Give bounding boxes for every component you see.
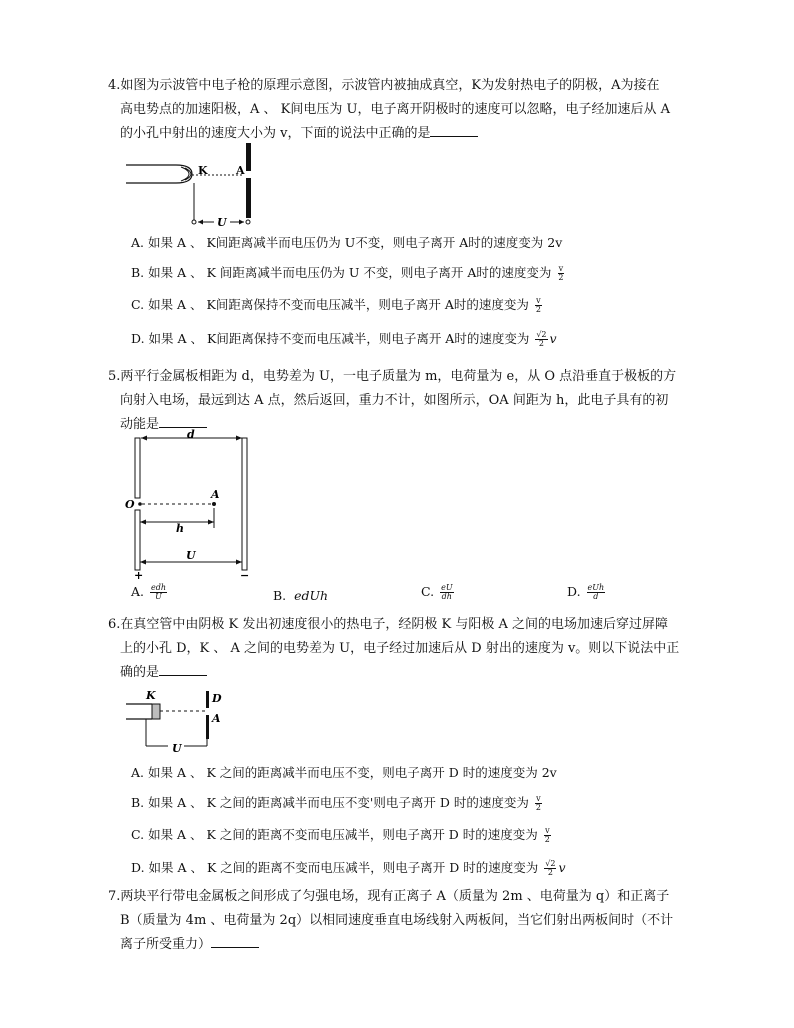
- q6-label-u: U: [172, 742, 182, 755]
- q7-line2: B（质量为 4m 、电荷量为 2q）以相同速度垂直电场线射入两板间，当它们射出两板间时（不计: [120, 913, 674, 928]
- fraction: $\frac{v}{2}$: [535, 794, 541, 812]
- fraction: $\frac{v}{2}$: [535, 296, 541, 314]
- q5-label-d: d: [187, 428, 195, 441]
- q5-line3: 动能是: [120, 412, 207, 438]
- q4-anode-plate-bottom: [246, 178, 251, 218]
- q5-option-a[interactable]: A. $\frac{\text{edh}}{U}$: [131, 583, 167, 601]
- q5-parallel-plates-figure: [124, 428, 264, 580]
- q7-number: 7.: [108, 889, 121, 904]
- q4-label-a: A: [236, 164, 245, 177]
- q5-point-o: [138, 502, 142, 506]
- q4-anode-plate-top: [246, 143, 251, 171]
- q6-line1: 6.在真空管中由阴极 K 发出初速度很小的热电子，经阴极 K 与阳极 A 之间的电场加速后穿过屏障: [108, 617, 669, 632]
- q6-line3: 确的是: [120, 660, 207, 686]
- q5-left-plate-top: [135, 438, 140, 498]
- q4-option-c[interactable]: C. 如果 A 、 K间距离保持不变而电压减半，则电子离开 A时的速度变为 $\frac{v}{2}$: [131, 296, 541, 314]
- q4-electron-gun-figure: [126, 140, 266, 230]
- q5-label-minus: −: [240, 569, 250, 580]
- q4-label-k: K: [198, 164, 208, 177]
- q4-option-d[interactable]: D. 如果 A 、 K间距离保持不变而电压减半，则电子离开 A时的速度变为 $\frac{√2}{2}$ v: [131, 330, 557, 348]
- q5-number: 5.: [108, 369, 121, 384]
- fraction: $\frac{v}{2}$: [544, 826, 550, 844]
- q6-vacuum-tube-figure: [126, 686, 236, 758]
- q4-cathode-cap: [176, 165, 192, 183]
- q4-line2: 高电势点的加速阳极，A 、 K间电压为 U，电子离开阴极时的速度可以忽略，电子经加速后从 A: [120, 102, 670, 117]
- q4-line3: 的小孔中射出的速度大小为 v，下面的说法中正确的是: [120, 121, 478, 147]
- q6-option-b[interactable]: B. 如果 A 、 K 之间的距离减半而电压不变'则电子离开 D 时的速度变为 $\frac{v}{2}$: [131, 794, 541, 812]
- q4-option-a[interactable]: A. 如果 A 、 K间距离减半而电压仍为 U不变，则电子离开 A时的速度变为 2v: [131, 235, 563, 250]
- q5-label-h: h: [176, 522, 184, 535]
- q5-point-a: [212, 502, 216, 506]
- fraction: $\frac{\text{eUh}}{d}$: [587, 583, 605, 601]
- q5-left-plate-bottom: [135, 510, 140, 570]
- q5-line2: 向射入电场，最远到达 A 点，然后返回，重力不计，如图所示，OA 间距为 h，此电子具有的初: [120, 393, 669, 408]
- q5-line1: 5.两平行金属板相距为 d，电势差为 U，一电子质量为 m，电荷量为 e，从 O 点沿垂直于极板的方: [108, 369, 677, 384]
- answer-blank[interactable]: [430, 122, 478, 137]
- q4-number: 4.: [108, 78, 121, 93]
- fraction: $\frac{eU}{dh}$: [441, 583, 453, 601]
- q6-barrier-bottom: [206, 715, 209, 739]
- q6-label-d: D: [212, 692, 222, 705]
- q4-option-b[interactable]: B. 如果 A 、 K 间距离减半而电压仍为 U 不变，则电子离开 A时的速度变为 $\frac{v}{2}$: [131, 264, 564, 282]
- fraction: $\frac{\text{edh}}{U}$: [151, 583, 167, 601]
- answer-blank[interactable]: [159, 413, 207, 428]
- fraction: $\frac{√2}{2}$: [536, 330, 547, 348]
- q5-option-b[interactable]: B. edUh: [273, 588, 329, 603]
- q5-label-plus: +: [134, 569, 144, 580]
- q7-line3: 离子所受重力）: [120, 932, 259, 958]
- answer-blank[interactable]: [211, 933, 259, 948]
- q6-label-k: K: [146, 689, 156, 702]
- q6-line2: 上的小孔 D，K 、 A 之间的电势差为 U，电子经过加速后从 D 射出的速度为 v。则以下说法中正: [120, 641, 680, 656]
- q6-option-d[interactable]: D. 如果 A 、 K 之间的距离不变而电压减半，则电子离开 D 时的速度变为 $\frac{√2}{2}$ v: [131, 859, 566, 877]
- q5-option-d[interactable]: D. $\frac{\text{eUh}}{d}$: [567, 583, 605, 601]
- answer-blank[interactable]: [159, 661, 207, 676]
- q4-label-u: U: [217, 216, 227, 229]
- fraction: $\frac{√2}{2}$: [545, 859, 556, 877]
- q4-line1: 4.如图为示波管中电子枪的原理示意图，示波管内被抽成真空，K为发射热电子的阴极，A为接在: [108, 78, 660, 93]
- q6-cathode: [152, 704, 160, 719]
- q5-label-u: U: [186, 549, 196, 562]
- q5-label-a: A: [211, 488, 220, 501]
- q5-label-o: O: [125, 498, 135, 511]
- q6-label-a: A: [212, 712, 221, 725]
- q5-option-c[interactable]: C. $\frac{eU}{dh}$: [421, 583, 453, 601]
- q6-number: 6.: [108, 617, 121, 632]
- q7-line1: 7.两块平行带电金属板之间形成了匀强电场，现有正离子 A（质量为 2m 、电荷量为 q）和正离子: [108, 889, 670, 904]
- q6-barrier-top: [206, 691, 209, 708]
- q6-option-c[interactable]: C. 如果 A 、 K 之间的距离不变而电压减半，则电子离开 D 时的速度变为 $\frac{v}{2}$: [131, 826, 550, 844]
- q5-right-plate: [242, 438, 247, 570]
- fraction: $\frac{v}{2}$: [558, 264, 564, 282]
- q6-option-a[interactable]: A. 如果 A 、 K 之间的距离减半而电压不变，则电子离开 D 时的速度变为 2v: [131, 765, 557, 780]
